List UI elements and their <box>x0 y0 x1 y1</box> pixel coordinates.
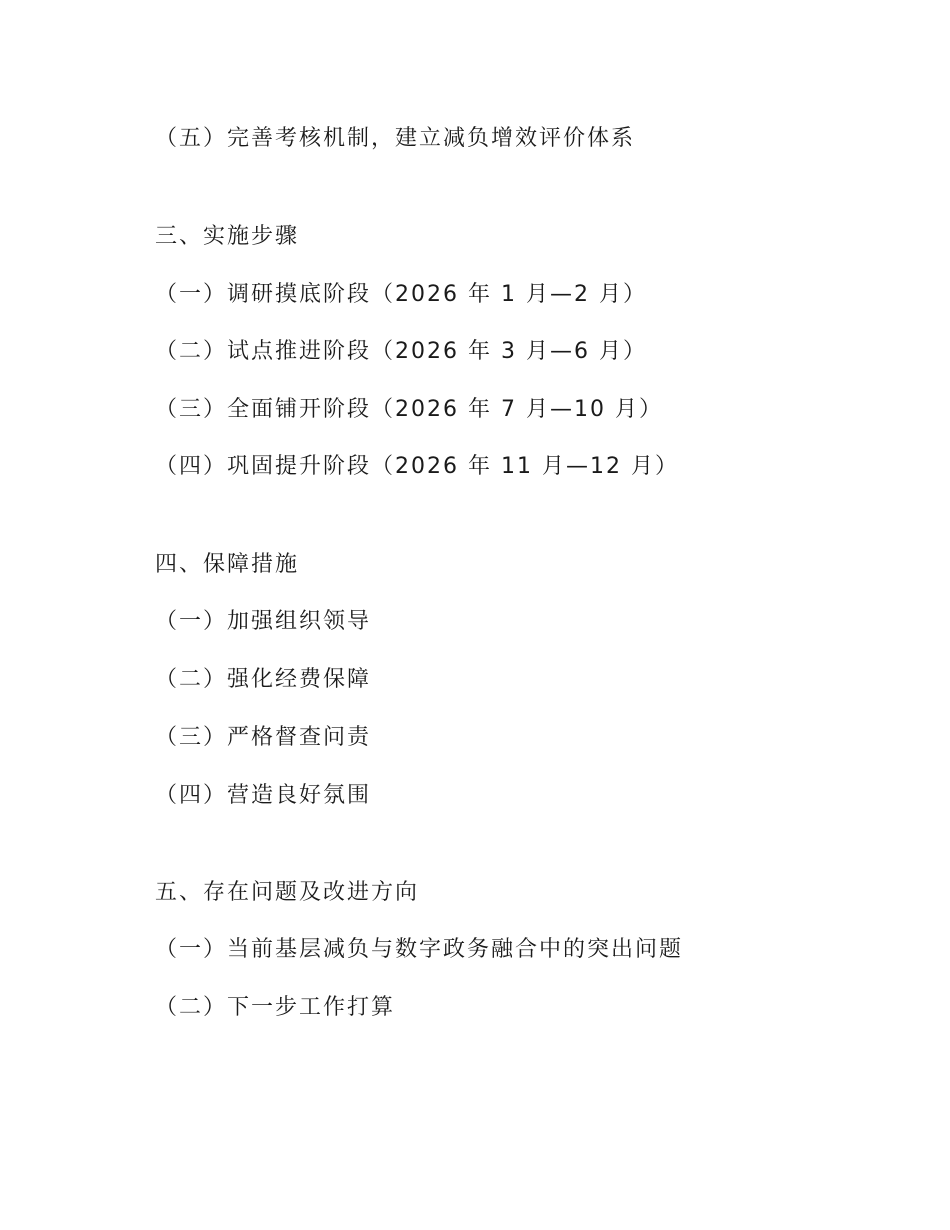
item-5-evaluation-system: （五）完善考核机制，建立减负增效评价体系 <box>155 126 636 151</box>
section-heading-safeguards: 四、保障措施 <box>155 552 300 577</box>
section-heading-implementation-steps: 三、实施步骤 <box>155 224 300 249</box>
step-3-rollout: （三）全面铺开阶段（2026 年 7 月—10 月） <box>155 397 663 422</box>
safeguard-4-atmosphere: （四）营造良好氛围 <box>155 783 372 808</box>
section-heading-problems: 五、存在问题及改进方向 <box>155 880 420 905</box>
safeguard-3-supervision: （三）严格督查问责 <box>155 725 372 750</box>
problem-2-next-steps: （二）下一步工作打算 <box>155 995 396 1020</box>
step-4-consolidation: （四）巩固提升阶段（2026 年 11 月—12 月） <box>155 454 679 479</box>
safeguard-2-funding: （二）强化经费保障 <box>155 667 372 692</box>
step-2-pilot: （二）试点推进阶段（2026 年 3 月—6 月） <box>155 339 647 364</box>
step-1-research: （一）调研摸底阶段（2026 年 1 月—2 月） <box>155 282 647 307</box>
problem-1-current-issues: （一）当前基层减负与数字政务融合中的突出问题 <box>155 937 684 962</box>
safeguard-1-leadership: （一）加强组织领导 <box>155 609 372 634</box>
